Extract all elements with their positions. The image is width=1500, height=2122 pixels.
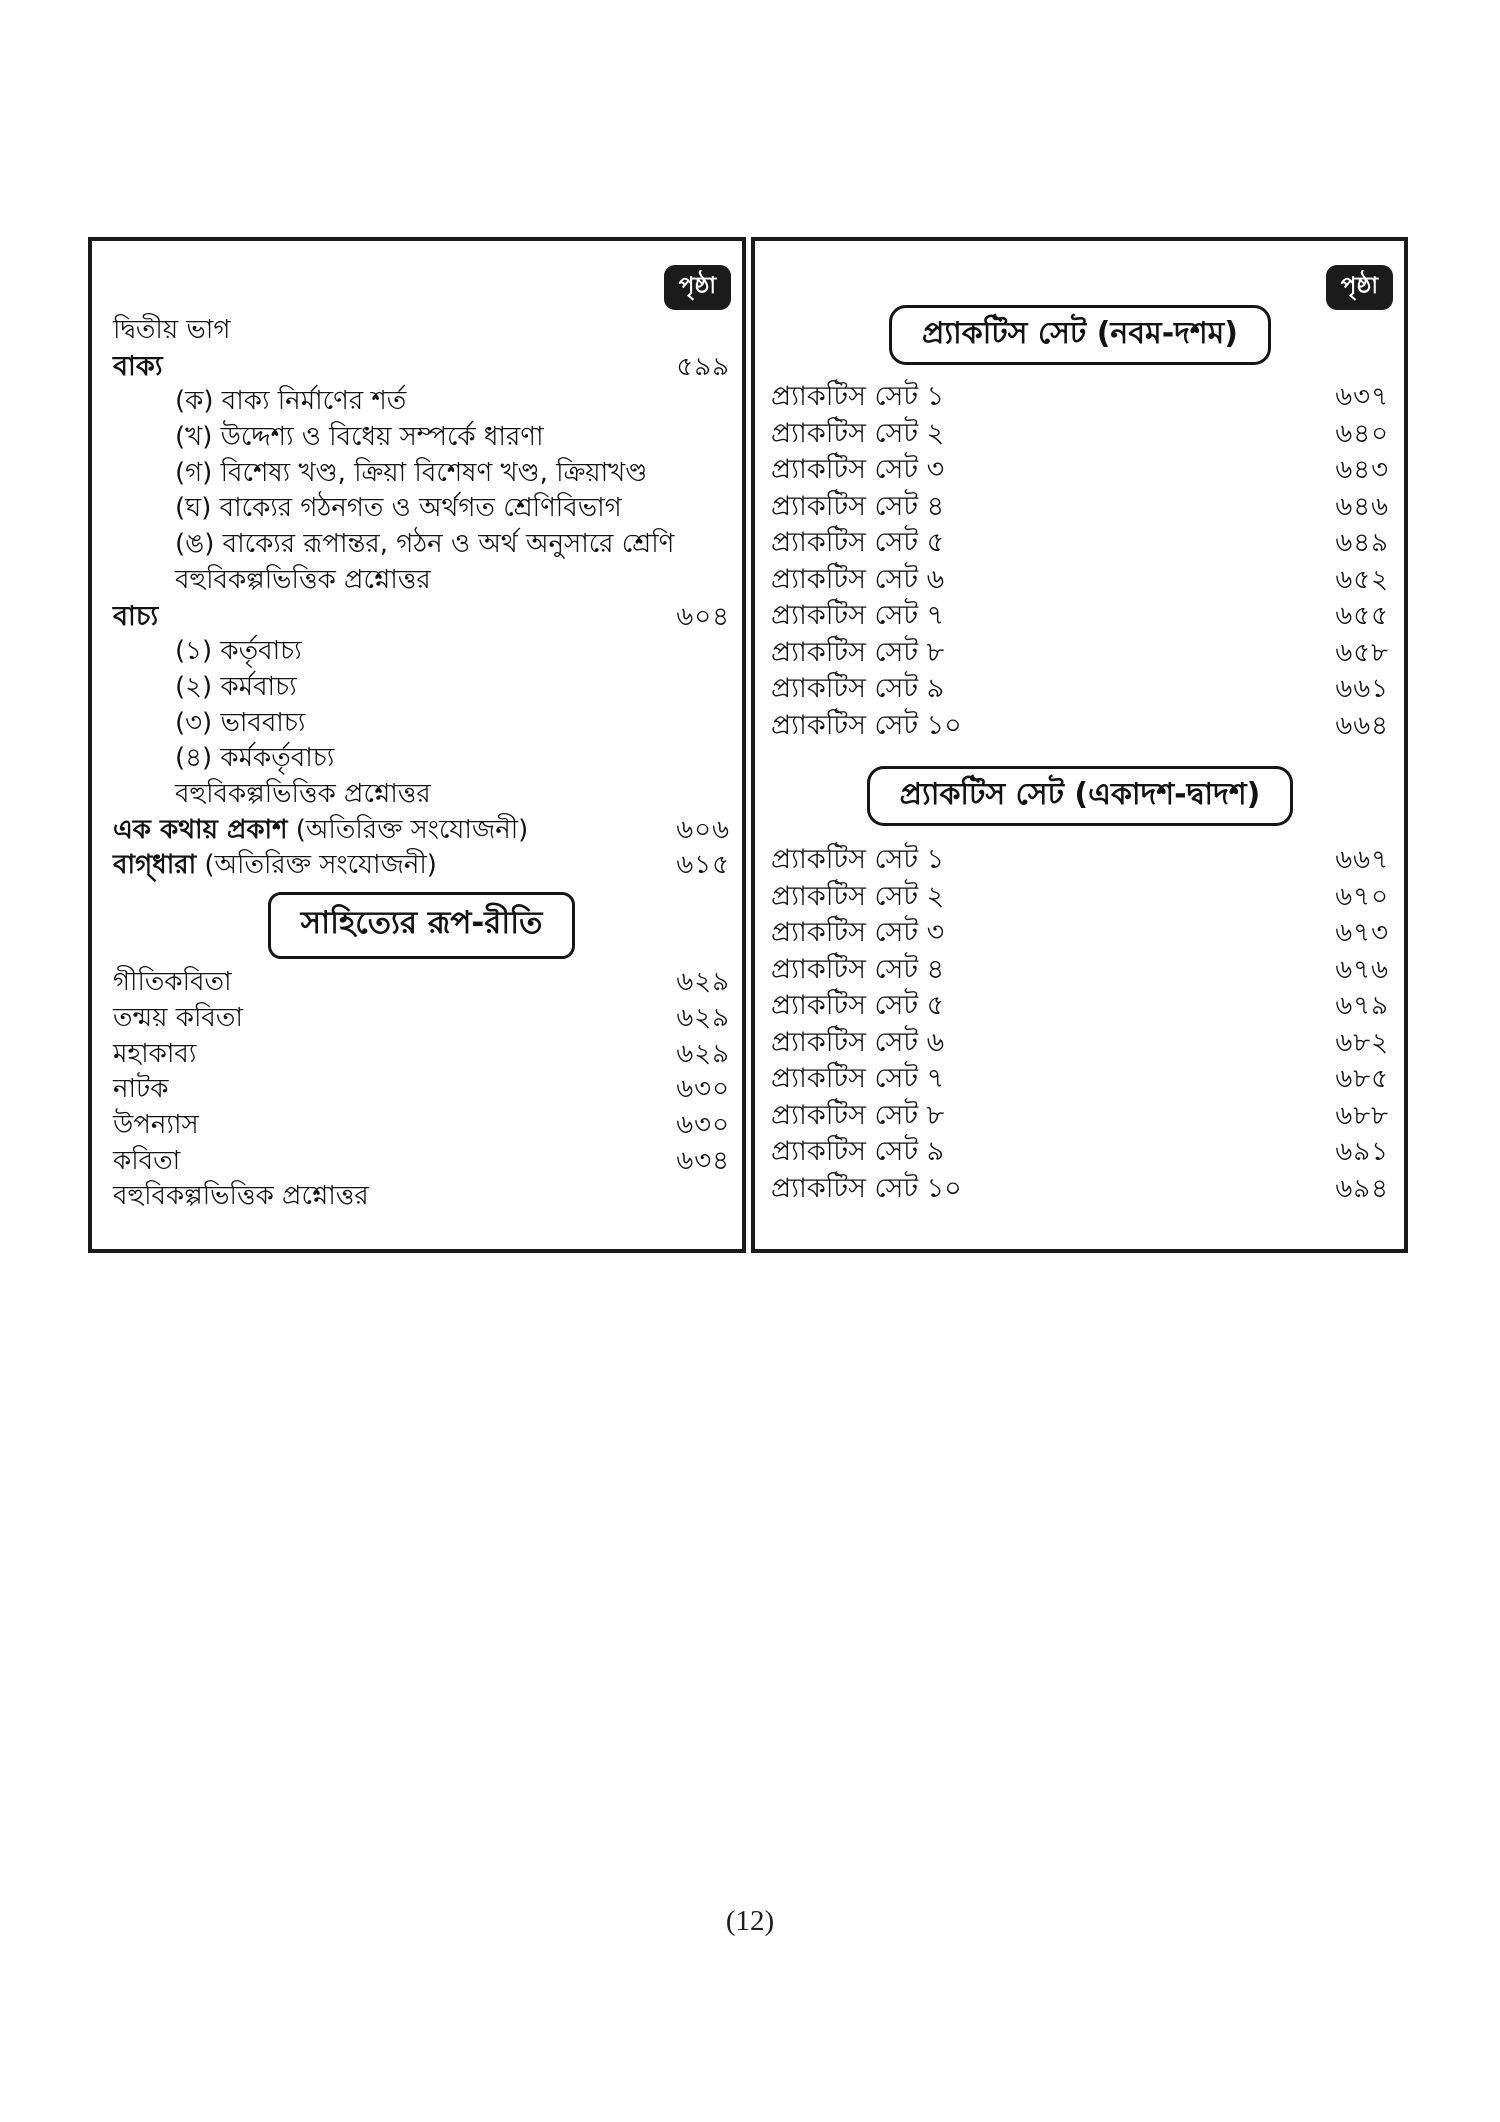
toc-entry-label-bold: এক কথায় প্রকাশ	[113, 814, 288, 845]
toc-entry-page: ৬৩৪	[676, 1145, 730, 1176]
toc-entry-page: ৬৪০	[1335, 418, 1389, 449]
toc-entry-label: প্র্যাকটিস সেট ২	[771, 880, 945, 912]
toc-entry-label: (ঘ) বাক্যের গঠনগত ও অর্থগত শ্রেণিবিভাগ	[175, 493, 622, 524]
toc-entry-page: ৬৩৭	[1335, 382, 1389, 412]
toc-entry-label: কবিতা	[113, 1145, 181, 1176]
toc-entry-label: (ক) বাক্য নির্মাণের শর্ত	[175, 386, 407, 417]
toc-entry-page: ৬৩০	[676, 1109, 730, 1140]
toc-entry-page: ৬৬৭	[1335, 845, 1389, 875]
toc-entry	[771, 671, 1389, 708]
toc-entry-label: প্র্যাকটিস সেট ৬	[771, 1026, 945, 1058]
toc-entry-label: গীতিকবিতা	[113, 967, 232, 998]
toc-entry-label: প্র্যাকটিস সেট ৮	[771, 636, 945, 668]
toc-entry-label: প্র্যাকটিস সেট ১	[771, 844, 945, 875]
toc-entry-label: প্র্যাকটিস সেট ৩	[771, 917, 945, 948]
toc-entry-label: নাটক	[113, 1074, 169, 1105]
toc-entry-page: ৬০৪	[676, 601, 730, 632]
toc-entry-label: প্র্যাকটিস সেট ৬	[771, 563, 945, 595]
toc-entry-label: প্র্যাকটিস সেট ১০	[771, 1172, 962, 1204]
toc-entry-page: ৬৬৪	[1335, 710, 1389, 741]
toc-left-panel	[88, 237, 746, 1253]
toc-entry-label: বাচ্য	[113, 600, 159, 632]
toc-entry-page: ৬২৯	[676, 1002, 730, 1033]
toc-entry-label: বহুবিকল্পভিত্তিক প্রশ্নোত্তর	[175, 564, 431, 595]
toc-entry-label: (১) কর্তৃবাচ্য	[175, 636, 302, 667]
toc-entry-page: ৬৭০	[1335, 881, 1389, 912]
section-heading-box: প্র্যাকটিস সেট (একাদশ-দ্বাদশ)	[867, 766, 1294, 826]
toc-entry	[771, 879, 1389, 916]
toc-entry-label: প্র্যাকটিস সেট ৪	[771, 490, 945, 522]
toc-entry-page: ৬৪৩	[1335, 455, 1389, 485]
toc-entry-label: (খ) উদ্দেশ্য ও বিধেয় সম্পর্কে ধারণা	[175, 422, 544, 453]
section-heading-box: সাহিত্যের রূপ-রীতি	[268, 892, 576, 959]
toc-entry-label-rest: (অতিরিক্ত সংযোজনী)	[287, 814, 529, 845]
toc-entry	[113, 1037, 730, 1073]
toc-entry	[771, 562, 1389, 599]
toc-entry-label: প্র্যাকটিস সেট ৮	[771, 1099, 945, 1131]
toc-entry-label-bold: বাগ্‌ধারা	[113, 850, 197, 881]
toc-entry-page: ৬৮৫	[1335, 1064, 1389, 1094]
toc-entry-page: ৬৬১	[1335, 674, 1389, 704]
toc-entry-label: (ঙ) বাক্যের রূপান্তর, গঠন ও অর্থ অনুসারে শ্রেণি	[175, 529, 675, 560]
toc-entry-label: বাক্য	[113, 350, 163, 382]
section-heading-box: প্র্যাকটিস সেট (নবম-দশম)	[889, 305, 1271, 365]
toc-entry	[113, 491, 730, 527]
practice-set-list-2	[771, 842, 1389, 1207]
toc-entry-page: ৬৪৬	[1335, 491, 1389, 522]
toc-entry-page: ৬৫৫	[1335, 601, 1389, 631]
toc-entry-label: বহুবিকল্পভিত্তিক প্রশ্নোত্তর	[113, 1181, 369, 1212]
toc-entry-page: ৬৮৮	[1335, 1100, 1389, 1131]
toc-entry	[771, 379, 1389, 416]
toc-entry	[771, 598, 1389, 635]
toc-entry-label: প্র্যাকটিস সেট ৫	[771, 527, 945, 558]
toc-entry-label: মহাকাব্য	[113, 1038, 197, 1069]
toc-entry	[771, 842, 1389, 879]
page-label-badge: পৃষ্ঠা	[664, 265, 731, 310]
toc-entry	[113, 563, 730, 599]
toc-right-panel	[751, 237, 1408, 1253]
toc-entry	[113, 420, 730, 456]
toc-entry-page: ৬৪৯	[1335, 528, 1389, 558]
toc-entry-page: ৬২৯	[676, 1038, 730, 1069]
toc-entry	[113, 848, 730, 884]
toc-left-content	[92, 241, 742, 1249]
toc-entry-label: প্র্যাকটিস সেট ৫	[771, 990, 945, 1021]
toc-entry	[771, 1134, 1389, 1171]
toc-entry-label: প্র্যাকটিস সেট ৩	[771, 454, 945, 485]
toc-entry-page: ৬২৯	[676, 967, 730, 998]
toc-entry-page: ৬৭৩	[1335, 918, 1389, 948]
toc-entry	[771, 952, 1389, 989]
toc-right-content	[755, 241, 1404, 1249]
toc-entry	[113, 527, 730, 563]
toc-entry-label: প্র্যাকটিস সেট ২	[771, 417, 945, 449]
toc-entry	[113, 456, 730, 492]
toc-entry	[771, 1025, 1389, 1062]
toc-entry	[771, 915, 1389, 952]
practice-set-list-1	[771, 379, 1389, 744]
toc-entry	[771, 1098, 1389, 1135]
toc-entry	[771, 416, 1389, 453]
toc-entry	[771, 988, 1389, 1025]
toc-entry	[113, 706, 730, 742]
toc-entry-page: ৬৫৮	[1335, 637, 1389, 668]
toc-entry-label: (৩) ভাববাচ্য	[175, 707, 306, 738]
toc-entry-label: প্র্যাকটিস সেট ১০	[771, 709, 962, 741]
toc-entry	[113, 670, 730, 706]
toc-entry-page: ৬৩০	[676, 1074, 730, 1105]
toc-entry	[113, 965, 730, 1001]
toc-entry	[113, 384, 730, 420]
toc-entry-label: (৪) কর্মকর্তৃবাচ্য	[175, 743, 335, 774]
toc-entry	[771, 708, 1389, 745]
toc-entry-label	[113, 813, 528, 849]
toc-entry-page: ৫৯৯	[676, 351, 730, 382]
toc-entry	[113, 599, 730, 635]
toc-entry-page: ৬৫২	[1335, 564, 1389, 595]
toc-entry-label: প্র্যাকটিস সেট ৭	[771, 600, 945, 631]
toc-entry	[113, 634, 730, 670]
toc-entry	[113, 1108, 730, 1144]
toc-entry-label: প্র্যাকটিস সেট ৯	[771, 673, 945, 704]
toc-entry-label-rest: (অতিরিক্ত সংযোজনী)	[196, 850, 437, 881]
toc-entry	[113, 741, 730, 777]
toc-entry-label: প্র্যাকটিস সেট ১	[771, 381, 945, 412]
toc-entry	[113, 777, 730, 813]
toc-entry	[113, 1144, 730, 1180]
toc-entry	[771, 635, 1389, 672]
toc-entry-label: (গ) বিশেষ্য খণ্ড, ক্রিয়া বিশেষণ খণ্ড, ক্রিয়াখণ্ড	[175, 457, 648, 488]
toc-entry-label: প্র্যাকটিস সেট ৪	[771, 953, 945, 985]
toc-entry	[113, 813, 730, 849]
toc-entry-page: ৬১৫	[676, 850, 730, 881]
toc-entry	[113, 1072, 730, 1108]
toc-entry-page: ৬৭৯	[1335, 991, 1389, 1021]
toc-entry-label: তন্ময় কবিতা	[113, 1002, 243, 1033]
toc-entry	[113, 349, 730, 385]
toc-entry-label: উপন্যাস	[113, 1109, 199, 1140]
toc-entry	[113, 1179, 730, 1215]
toc-entry-page: ৬৮২	[1335, 1027, 1389, 1058]
page-number: (12)	[725, 1905, 775, 1937]
toc-entry-label: দ্বিতীয় ভাগ	[113, 315, 231, 345]
toc-entry	[113, 313, 730, 349]
toc-entry	[771, 452, 1389, 489]
toc-entry-page: ৬৯৪	[1335, 1173, 1389, 1204]
toc-entry-page: ৬৭৬	[1335, 954, 1389, 985]
toc-entry-label: প্র্যাকটিস সেট ৯	[771, 1136, 945, 1167]
toc-entry-label	[113, 848, 437, 884]
toc-entry-label: (২) কর্মবাচ্য	[175, 671, 297, 702]
toc-entry	[771, 525, 1389, 562]
page-label-badge: পৃষ্ঠা	[1326, 265, 1393, 310]
toc-entry-page: ৬৯১	[1335, 1137, 1389, 1167]
toc-entry-label: বহুবিকল্পভিত্তিক প্রশ্নোত্তর	[175, 778, 431, 809]
toc-entry-page: ৬০৬	[676, 814, 730, 845]
toc-entry	[771, 1171, 1389, 1208]
toc-entry	[771, 489, 1389, 526]
toc-entry	[771, 1061, 1389, 1098]
toc-entry	[113, 1001, 730, 1037]
toc-entry-label: প্র্যাকটিস সেট ৭	[771, 1063, 945, 1094]
